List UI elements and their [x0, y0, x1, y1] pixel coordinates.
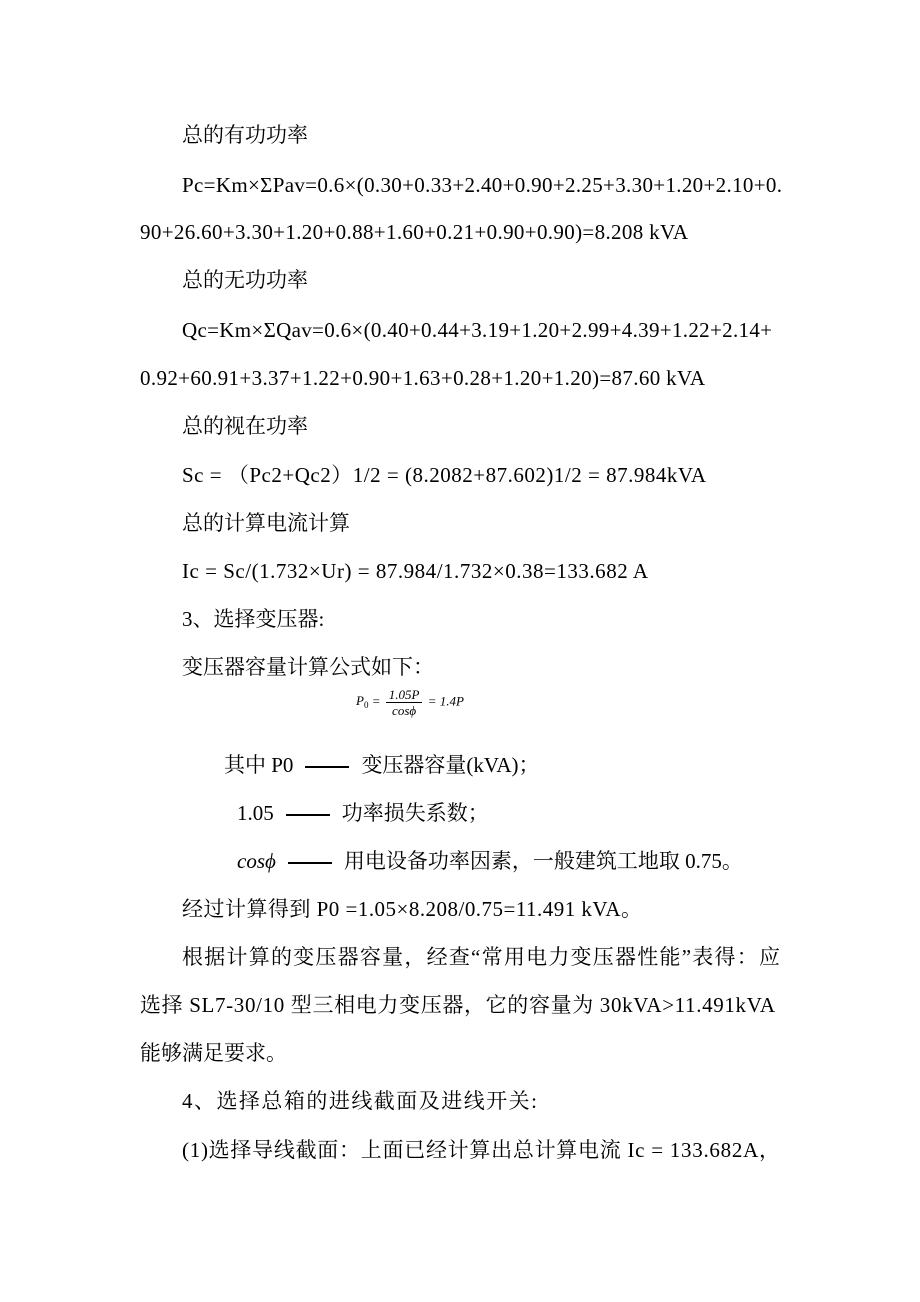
paragraph-line-3: 能够满足要求。 [140, 1041, 287, 1065]
formula-equals-2: = [427, 693, 437, 709]
paragraph-line-2: 选择 SL7-30/10 型三相电力变压器，它的容量为 30kVA>11.491kVA [140, 993, 776, 1017]
definition-power-factor: cosϕ 用电设备功率因素，一般建筑工地取 0.75。 [237, 849, 743, 873]
transformer-formula-intro: 变压器容量计算公式如下： [182, 655, 434, 679]
formula-sc: Sc = （Pc2+Qc2）1/2 = (8.2082+87.602)1/2 = 87.984kVA [182, 463, 707, 487]
section-3-heading: 3、选择变压器: [182, 607, 325, 631]
em-dash-rule [288, 862, 332, 864]
heading-total-current: 总的计算电流计算 [182, 511, 350, 535]
paragraph-line-1: 根据计算的变压器容量，经查“常用电力变压器性能”表得：应 [182, 945, 782, 969]
formula-rhs: 1.4P [439, 693, 464, 709]
em-dash-rule [305, 766, 349, 768]
formula-denominator: cosϕ [392, 703, 417, 718]
formula-pc-line-1: Pc=Km×ΣPav=0.6×(0.30+0.33+2.40+0.90+2.25+3.30+1.20+2.10+0. [182, 173, 783, 197]
em-dash-rule [286, 814, 330, 816]
calculation-result: 经过计算得到 P0 =1.05×8.208/0.75=11.491 kVA。 [182, 897, 643, 921]
transformer-capacity-formula [356, 688, 464, 717]
formula-qc-line-2: 0.92+60.91+3.37+1.22+0.90+1.63+0.28+1.20+1.20)=87.60 kVA [140, 366, 706, 390]
formula-equals-1: = [371, 693, 381, 709]
heading-total-apparent-power: 总的视在功率 [182, 414, 308, 438]
definition-p0: 其中 P0 变压器容量(kVA)； [224, 753, 540, 777]
formula-fraction [386, 688, 423, 717]
formula-pc-line-2: 90+26.60+3.30+1.20+0.88+1.60+0.21+0.90+0.90)=8.208 kVA [140, 220, 689, 244]
formula-ic: Ic = Sc/(1.732×Ur) = 87.984/1.732×0.38=133.682 A [182, 559, 649, 583]
section-4-heading: 4、选择总箱的进线截面及进线开关: [182, 1089, 539, 1113]
wire-section-line: (1)选择导线截面：上面已经计算出总计算电流 Ic = 133.682A， [182, 1138, 781, 1162]
formula-lhs-subscript: 0 [363, 700, 369, 711]
heading-total-active-power: 总的有功功率 [182, 123, 308, 147]
definition-loss-coefficient: 1.05 功率损失系数； [237, 801, 489, 825]
formula-qc-line-1: Qc=Km×ΣQav=0.6×(0.40+0.44+3.19+1.20+2.99+4.39+1.22+2.14+ [182, 318, 773, 342]
heading-total-reactive-power: 总的无功功率 [182, 268, 308, 292]
formula-lhs: $P_0$ [356, 693, 369, 711]
formula-numerator: 1.05P [386, 688, 423, 703]
